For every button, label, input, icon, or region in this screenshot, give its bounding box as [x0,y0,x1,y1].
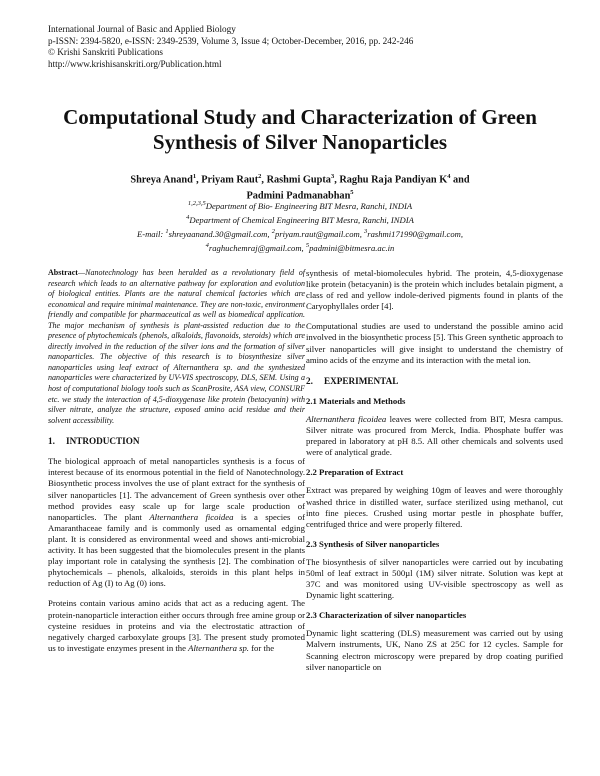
author-name: Raghu Raja Pandiyan K [339,174,448,186]
affiliation-text: Department of Bio- Engineering BIT Mesra, Ranchi, INDIA [205,200,413,211]
author-superscript: 1 [192,173,197,180]
author-name: Shreya Anand [130,174,193,186]
affiliation-line [40,212,560,226]
section-number: 2. [306,375,313,386]
intro-paragraph-3: Computational studies are used to understand the possible amino acid involved in the biosynthetic process [5]. This Green synthetic approach to silver nanoparticles will give insight to understand the chemistry of amino acids of the enzyme and its interaction with the metal ion. [306,321,563,365]
right-column [306,268,563,682]
email-address: shreyaanand.30@gmail.com, [168,229,272,240]
author-superscript: 3 [330,173,335,180]
species-name: Alternanthera ficoidea [149,511,234,522]
email-label: E-mail: [136,229,166,240]
email-superscript: 4 [205,242,209,250]
email-address: raghuchemraj@gmail.com, [208,243,306,254]
synthesis-paragraph: The biosynthesis of silver nanoparticles were carried out by incubating 50ml of leaf extract in 500µl (1M) silver nitrate. Solution was kept at 37C and was monitored using UV-visible spectroscopy as well as Dynamic light scattering. [306,556,563,601]
email-superscript: 5 [305,242,310,250]
author-superscript: 5 [350,189,354,197]
journal-name: International Journal of Basic and Applied Biology [48,24,236,34]
extract-paragraph: Extract was prepared by weighing 10gm of leaves and were thoroughly washed thrice in distilled water, surface sterilized using methanol, cut into fine pieces. Crushed using mortar pestle in phosphate buffer, centrifuged thrice and were properly filtered. [306,485,563,529]
journal-header [48,24,413,70]
materials-paragraph [306,414,563,458]
subsection-heading: 2.1 Materials and Methods [306,395,406,406]
section-title: INTRODUCTION [66,436,140,447]
species-name: Alternanthera ficoidea [306,413,387,424]
intro-continued-paragraph: synthesis of metal-biomolecules hybrid. The protein, 4,5-dioxygenase like protein (betacyanin) is the protein which includes betalain pigment, a class of red and yellow indole-derived pigments found in plants of the Caryophyllales order [4]. [306,268,563,312]
paragraph-text: for the [248,642,275,653]
subsection-heading: 2.3 Characterization of silver nanoparticles [306,610,467,621]
species-name: Alternanthera sp. [188,642,249,653]
section-heading-experimental [306,376,563,387]
email-address: priyam.raut@gmail.com, [274,229,365,240]
email-address: padmini@bitmesra.ac.in [309,243,395,254]
author-superscript: 4 [447,173,451,180]
paragraph-text: The biological approach of metal nanoparticles synthesis is a focus of interest because of its enormous potential in the field of Nanotechnology. Biosynthetic process involves the use of plant extract for the synthesis of silver nanoparticles [1]. The advancement of Green synthesis over other method provides easy scale up for large scale production of nanoparticles. The plant [48,456,305,522]
email-superscript: 1 [165,228,169,236]
issn-line: p-ISSN: 2394-5820, e-ISSN: 2349-2539, Volume 3, Issue 4; October-December, 2016, pp. 242-246 [48,35,414,46]
intro-paragraph-2 [48,598,305,653]
affiliation-superscript: 1,2,3,5 [187,200,206,207]
email-superscript: 2 [271,228,275,236]
author-superscript: 2 [258,173,262,180]
abstract [48,268,305,426]
characterization-paragraph: Dynamic light scattering (DLS) measurement was carried out by using Malvern instruments, UK, Nano ZS at 25C for 12 cycles. Sample for Scanning electron microscopy were prepared by drop coating purified silver nanoparticle on [306,628,563,672]
affiliation-superscript: 4 [186,214,190,222]
author-name: Padmini Padmanabhan [246,190,351,202]
section-heading-introduction [48,436,305,447]
author-name: Priyam Raut [201,174,259,186]
affiliation-text: Department of Chemical Engineering BIT Mesra, Ranchi, INDIA [189,215,414,226]
journal-url: http://www.krishisanskriti.org/Publication.html [48,58,222,69]
paragraph-text: leaves were collected from BIT, Mesra campus. Silver nitrate was procured from Merck, India. Phosphate buffer was prepared in laboratory at pH 8.5. All other chemicals and solvents used were of analytical grade. [306,413,563,458]
subsection-heading: 2.3 Synthesis of Silver nanoparticles [306,538,440,549]
intro-paragraph-1 [48,456,305,589]
abstract-text: —Nanotechnology has been heralded as a revolutionary field of research which leads to an alternative pathway for exploration and evolution of biological entities. Plants are the natural chemical factories which are economical and require minimal maintenance. They are non-toxic, environment friendly and compatible for pharmaceutical as well as biomedical application. The major mechanism of synthesis is plant-assisted reduction due to the presence of phytochemicals (phenols, alkaloids, flavonoids, steroids) which are directly involved in the reduction of the silver ions and the formation of silver nanoparticles. The objective of this research is to biosynthesize silver nanoparticles using leaf extract of Alternanthera sp. and the synthesized nanoparticles were characterized by UV-VIS spectroscopy, DLS, SEM. Using a host of computational biology tools such as ScanProsite, ASA view, CONSURF etc. we study the interaction of 4,5-dioxygenase like protein (betacyanin) with silver nitrate, analyze the structure, exposed amino acid residue and their solvent accessibility. [48,268,305,425]
email-superscript: 3 [364,228,368,236]
section-number: 1. [48,436,55,447]
author-list: Shreya Anand$^1$, Priyam Raut$^2$, Rashmi Gupta$^3$, Raghu Raja Pandiyan $K^4$ and Padmini Padmanabhan$^5$ [130,173,470,202]
affiliations [40,198,560,255]
left-column [48,268,305,663]
paragraph-text: is a species of Amaranthaceae family and is commonly used as ornamental edging plant. It is considered as environmental weed and shows anti-microbial activity. It has been suggested that the biomolecules present in the plants play important role in catalysing the synthesis [2]. The combination of phytochemicals – phenols, alkaloids, steroids in this plant helps in reduction of Ag (I) to Ag (0) ions. [48,511,305,589]
email-address: rashmi171990@gmail.com, [367,229,464,240]
email-line [40,226,560,240]
publisher-line: © Krishi Sanskriti Publications [48,47,163,58]
author-name: Rashmi Gupta [266,174,331,186]
email-line [40,240,560,254]
subsection-heading: 2.2 Preparation of Extract [306,467,404,478]
section-title: EXPERIMENTAL [324,375,399,386]
affiliation-line [40,198,560,212]
paper-title: Computational Study and Characterization of Green Synthesis of Silver Nanoparticles [63,105,537,154]
abstract-lead: Abstract [48,268,78,277]
paragraph-text: Proteins contain various amino acids that act as a reducing agent. The protein-nanoparticle interaction either occurs through free amine group or cysteine residues in proteins and via the electrostatic attraction of negatively charged carboxylate groups [3]. The present study promoted us to investigate enzymes present in the [48,598,305,653]
